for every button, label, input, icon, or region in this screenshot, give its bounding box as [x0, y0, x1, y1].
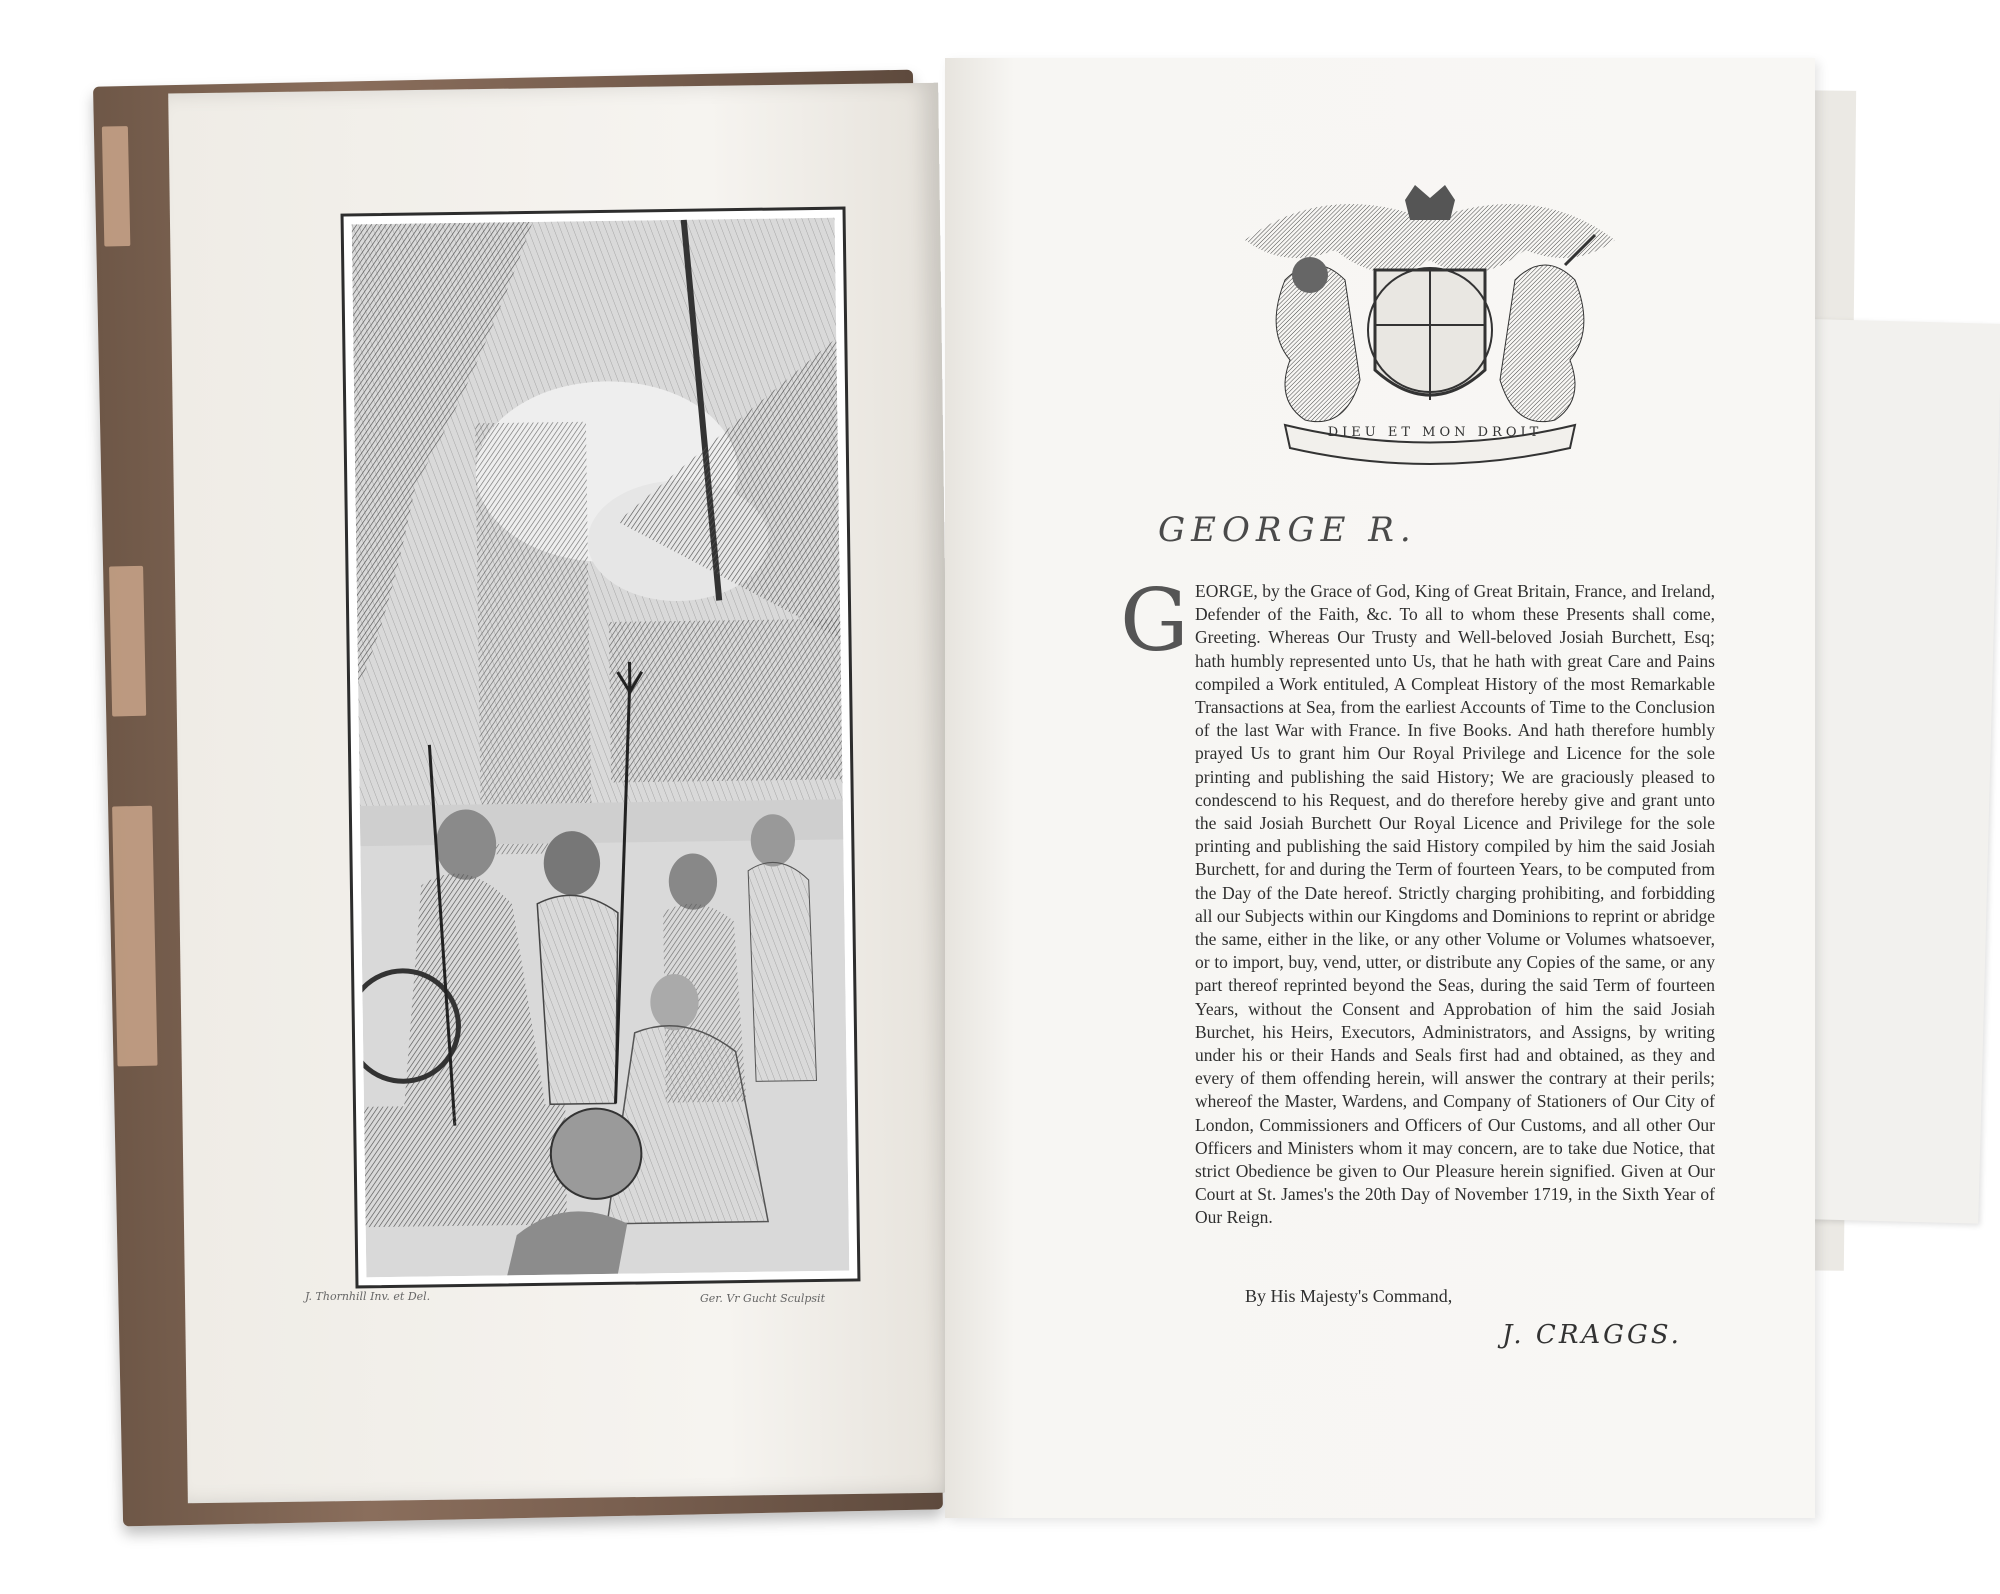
proclamation-text — [1195, 580, 1715, 1230]
drop-cap: G — [1120, 571, 1189, 671]
engraving-credit-designer: J. Thornhill Inv. et Del. — [305, 1290, 431, 1303]
arms-motto: DIEU ET MON DROIT — [1327, 425, 1543, 440]
worn-leather-patch — [112, 806, 157, 1067]
signature: J. CRAGGS. — [1502, 1320, 1682, 1350]
proclamation-heading: GEORGE R. — [1158, 510, 1417, 550]
worn-leather-patch — [102, 126, 131, 247]
engraving-credit-engraver: Ger. Vr Gucht Sculpsit — [700, 1292, 825, 1305]
engraving-illustration — [352, 218, 850, 1278]
royal-command-line: By His Majesty's Command, — [1245, 1286, 1453, 1306]
worn-leather-patch — [109, 566, 146, 717]
frontispiece-engraving — [341, 207, 861, 1289]
proclamation-body: EORGE, by the Grace of God, King of Great Britain, France, and Ireland, Defender of the Faith, &c. To all to whom these Presents shall come, Greeting. Whereas Our Trusty and Well-beloved Josiah Burchett, Esq; hath humbly represented unto Us, that he hath with great Care and Pains compiled a Work entituled, A Compleat History of the most Remarkable Transactions at Sea, from the earliest Accounts of Time to the Conclusion of the last War with France. In five Books. And hath therefore humbly prayed Us to grant him Our Royal Privilege and Licence for the sole printing and publishing the said History; We are graciously pleased to condescend to his Request, and do therefore hereby give and grant unto the said Josiah Burchett Our Royal Licence and Privilege for the sole printing and publishing the said History compiled by him the said Josiah Burchett, for and during the Term of fourteen Years, to be computed from the Day of the Date hereof. Strictly charging prohibiting, and forbidding all our Subjects within our Kingdoms and Dominions to reprint or abridge the same, either in the like, or any other Volume or Volumes whatsoever, or to import, buy, vend, utter, or distribute any Copies of the same, or any part thereof reprinted beyond the Seas, during the said Term of fourteen Years, without the Consent and Approbation of him the said Josiah Burchet, his Heirs, Executors, Administrators, and Assigns, by writing under his or their Hands and Seals first had and obtained, as they and every of them offending herein, will answer the contrary at their perils; whereof the Master, Wardens, and Company of Stationers of Our City of London, Commissioners and Officers of Our Customs, and all other Our Officers and Ministers whom it may concern, are to take due Notice, that strict Obedience be given to Our Pleasure herein signified. Given at Our Court at St. James's the 20th Day of November 1719, in the Sixth Year of Our Reign. — [1195, 581, 1715, 1228]
